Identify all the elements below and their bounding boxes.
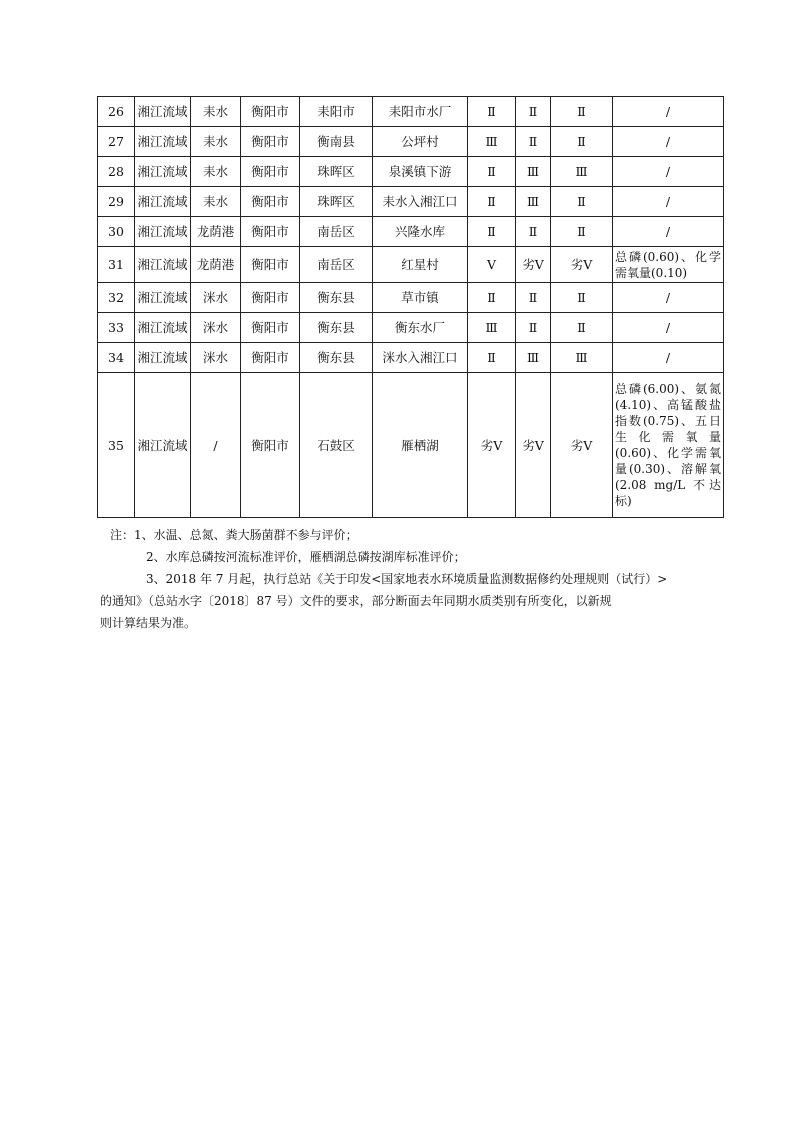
class-cell-3: 劣Ⅴ (551, 373, 613, 518)
note-line-1: 注：1、水温、总氮、粪大肠菌群不参与评价； (110, 528, 358, 542)
table-notes (100, 524, 710, 634)
class-cell-2: Ⅱ (516, 283, 551, 313)
class-cell-2: Ⅱ (516, 313, 551, 343)
class-cell-3: Ⅱ (551, 187, 613, 217)
class-cell-1: Ⅱ (468, 217, 516, 247)
basin-cell: 湘江流域 (135, 217, 191, 247)
river-cell: 洣水 (191, 313, 241, 343)
class-cell-2: 劣Ⅴ (516, 247, 551, 283)
basin-cell: 湘江流域 (135, 97, 191, 127)
basin-cell: 湘江流域 (135, 283, 191, 313)
note-line-5: 则计算结果为准。 (100, 616, 197, 630)
city-cell: 衡阳市 (241, 313, 300, 343)
district-cell: 南岳区 (300, 247, 373, 283)
table-row (98, 283, 724, 313)
district-cell: 南岳区 (300, 217, 373, 247)
pollutant-note-cell: 总磷(6.00)、氨氮(4.10)、高锰酸盐指数(0.75)、五日生化需氧量(0.60)、化学需氧量(0.30)、溶解氧(2.08 mg/L 不达标) (613, 373, 724, 518)
river-cell: 龙荫港 (191, 217, 241, 247)
district-cell: 珠晖区 (300, 157, 373, 187)
basin-cell: 湘江流域 (135, 247, 191, 283)
pollutant-note-cell: / (613, 283, 724, 313)
row-number: 29 (98, 187, 135, 217)
table-row (98, 373, 724, 518)
table-row (98, 97, 724, 127)
note-line-4: 的通知》（总站水字〔2018〕87 号）文件的要求，部分断面去年同期水质类别有所变化，以新规 (100, 594, 612, 608)
pollutant-note-cell: / (613, 127, 724, 157)
section-cell: 兴隆水库 (373, 217, 468, 247)
pollutant-note-cell: / (613, 187, 724, 217)
row-number: 32 (98, 283, 135, 313)
class-cell-3: Ⅱ (551, 217, 613, 247)
city-cell: 衡阳市 (241, 157, 300, 187)
basin-cell: 湘江流域 (135, 157, 191, 187)
basin-cell: 湘江流域 (135, 373, 191, 518)
section-cell: 衡东水厂 (373, 313, 468, 343)
river-cell: 洣水 (191, 283, 241, 313)
class-cell-1: Ⅲ (468, 313, 516, 343)
table-row (98, 247, 724, 283)
district-cell: 衡东县 (300, 313, 373, 343)
row-number: 30 (98, 217, 135, 247)
city-cell: 衡阳市 (241, 283, 300, 313)
section-cell: 红星村 (373, 247, 468, 283)
class-cell-1: Ⅱ (468, 283, 516, 313)
river-cell: 耒水 (191, 157, 241, 187)
river-cell: 耒水 (191, 187, 241, 217)
table-row (98, 343, 724, 373)
row-number: 33 (98, 313, 135, 343)
basin-cell: 湘江流域 (135, 127, 191, 157)
pollutant-note-cell: / (613, 343, 724, 373)
city-cell: 衡阳市 (241, 247, 300, 283)
class-cell-2: Ⅲ (516, 157, 551, 187)
table-row (98, 313, 724, 343)
section-cell: 草市镇 (373, 283, 468, 313)
class-cell-1: Ⅱ (468, 187, 516, 217)
pollutant-note-cell: / (613, 217, 724, 247)
river-cell: / (191, 373, 241, 518)
row-number: 35 (98, 373, 135, 518)
class-cell-3: Ⅲ (551, 343, 613, 373)
river-cell: 耒水 (191, 97, 241, 127)
section-cell: 洣水入湘江口 (373, 343, 468, 373)
class-cell-3: 劣Ⅴ (551, 247, 613, 283)
class-cell-1: Ⅴ (468, 247, 516, 283)
river-cell: 龙荫港 (191, 247, 241, 283)
table-body (98, 97, 724, 518)
class-cell-3: Ⅱ (551, 283, 613, 313)
section-cell: 雁栖湖 (373, 373, 468, 518)
table-row (98, 157, 724, 187)
section-cell: 公坪村 (373, 127, 468, 157)
row-number: 27 (98, 127, 135, 157)
pollutant-note-cell: / (613, 157, 724, 187)
class-cell-1: 劣Ⅴ (468, 373, 516, 518)
class-cell-3: Ⅱ (551, 97, 613, 127)
river-cell: 耒水 (191, 127, 241, 157)
row-number: 26 (98, 97, 135, 127)
pollutant-note-cell: 总磷(0.60)、化学需氧量(0.10) (613, 247, 724, 283)
section-cell: 耒水入湘江口 (373, 187, 468, 217)
class-cell-2: Ⅱ (516, 97, 551, 127)
section-cell: 泉溪镇下游 (373, 157, 468, 187)
river-cell: 洣水 (191, 343, 241, 373)
class-cell-2: Ⅲ (516, 343, 551, 373)
table-row (98, 127, 724, 157)
city-cell: 衡阳市 (241, 187, 300, 217)
class-cell-3: Ⅲ (551, 157, 613, 187)
basin-cell: 湘江流域 (135, 313, 191, 343)
district-cell: 衡南县 (300, 127, 373, 157)
class-cell-1: Ⅲ (468, 127, 516, 157)
water-quality-table (97, 96, 724, 518)
city-cell: 衡阳市 (241, 343, 300, 373)
city-cell: 衡阳市 (241, 97, 300, 127)
city-cell: 衡阳市 (241, 127, 300, 157)
note-line-3: 3、2018 年 7 月起，执行总站《关于印发<国家地表水环境质量监测数据修约处理规则（试行）> (146, 572, 668, 586)
table-row (98, 217, 724, 247)
district-cell: 珠晖区 (300, 187, 373, 217)
class-cell-3: Ⅱ (551, 127, 613, 157)
class-cell-3: Ⅱ (551, 313, 613, 343)
section-cell: 耒阳市水厂 (373, 97, 468, 127)
class-cell-2: Ⅱ (516, 127, 551, 157)
district-cell: 衡东县 (300, 283, 373, 313)
city-cell: 衡阳市 (241, 373, 300, 518)
class-cell-2: 劣Ⅴ (516, 373, 551, 518)
district-cell: 耒阳市 (300, 97, 373, 127)
note-line-2: 2、水库总磷按河流标准评价，雁栖湖总磷按湖库标准评价； (146, 550, 466, 564)
table-row (98, 187, 724, 217)
row-number: 28 (98, 157, 135, 187)
row-number: 34 (98, 343, 135, 373)
pollutant-note-cell: / (613, 97, 724, 127)
class-cell-1: Ⅱ (468, 157, 516, 187)
class-cell-2: Ⅱ (516, 217, 551, 247)
basin-cell: 湘江流域 (135, 343, 191, 373)
pollutant-note-cell: / (613, 313, 724, 343)
class-cell-2: Ⅲ (516, 187, 551, 217)
class-cell-1: Ⅱ (468, 97, 516, 127)
district-cell: 石鼓区 (300, 373, 373, 518)
row-number: 31 (98, 247, 135, 283)
district-cell: 衡东县 (300, 343, 373, 373)
class-cell-1: Ⅱ (468, 343, 516, 373)
basin-cell: 湘江流域 (135, 187, 191, 217)
city-cell: 衡阳市 (241, 217, 300, 247)
